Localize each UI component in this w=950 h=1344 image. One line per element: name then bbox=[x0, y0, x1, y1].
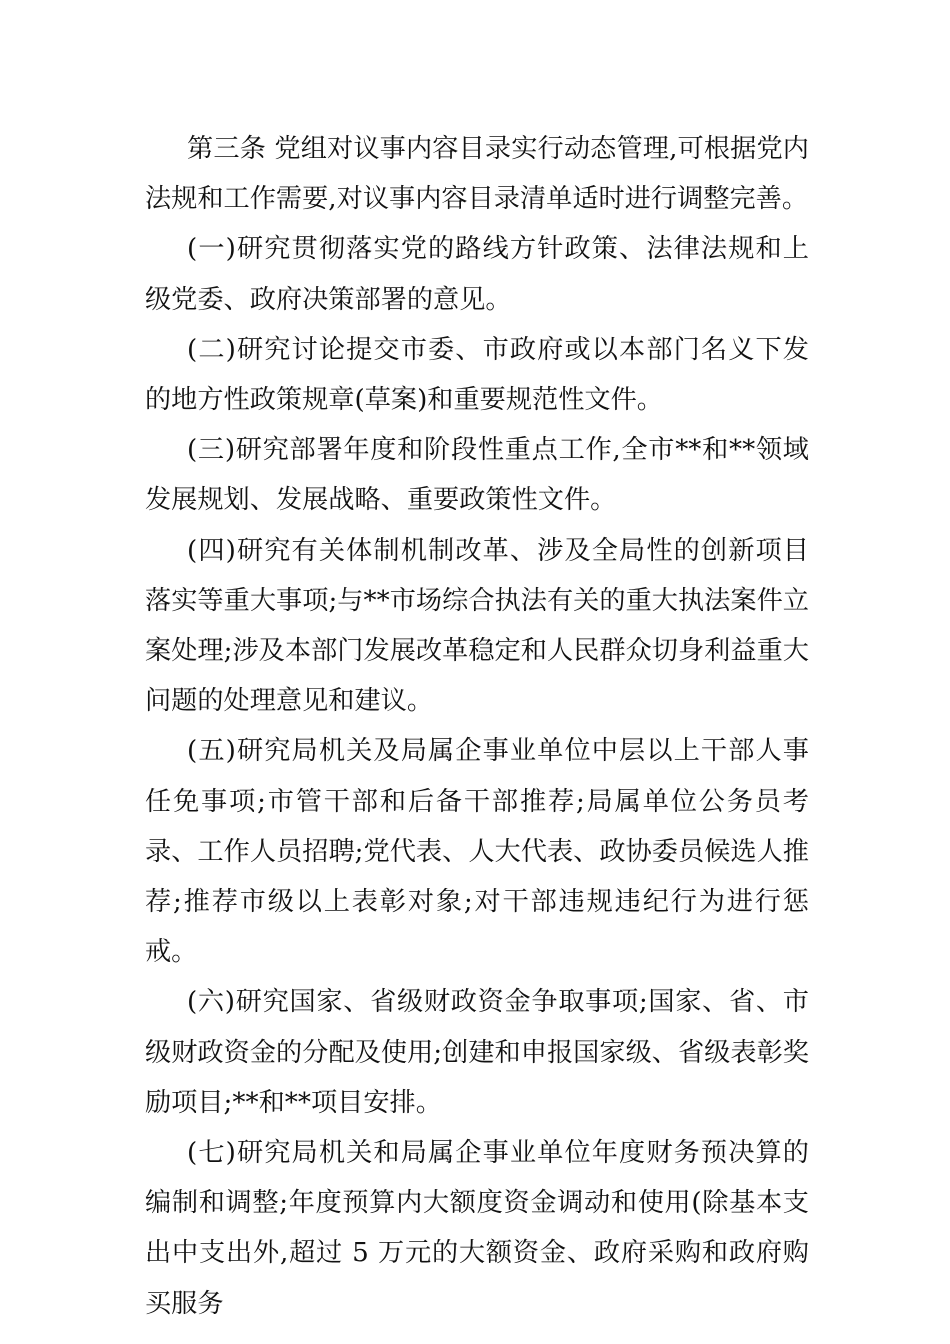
item-one-paragraph: (一)研究贯彻落实党的路线方针政策、法律法规和上级党委、政府决策部署的意见。 bbox=[145, 234, 809, 315]
item-three-paragraph: (三)研究部署年度和阶段性重点工作,全市**和**领域发展规划、发展战略、重要政策性文件。 bbox=[145, 435, 809, 516]
document-body bbox=[145, 124, 809, 1329]
item-five-paragraph: (五)研究局机关及局属企事业单位中层以上干部人事任免事项;市管干部和后备干部推荐;局属单位公务员考录、工作人员招聘;党代表、人大代表、政协委员候选人推荐;推荐市级以上表彰对象;对干部违规违纪行为进行惩戒。 bbox=[145, 736, 809, 968]
item-six-paragraph: (六)研究国家、省级财政资金争取事项;国家、省、市级财政资金的分配及使用;创建和申报国家级、省级表彰奖励项目;**和**项目安排。 bbox=[145, 987, 809, 1118]
item-four-paragraph: (四)研究有关体制机制改革、涉及全局性的创新项目落实等重大事项;与**市场综合执法有关的重大执法案件立案处理;涉及本部门发展改革稳定和人民群众切身利益重大问题的处理意见和建议。 bbox=[145, 535, 809, 717]
item-two-paragraph: (二)研究讨论提交市委、市政府或以本部门名义下发的地方性政策规章(草案)和重要规范性文件。 bbox=[145, 334, 809, 416]
article-three-paragraph: 第三条 党组对议事内容目录实行动态管理,可根据党内法规和工作需要,对议事内容目录清单适时进行调整完善。 bbox=[145, 134, 809, 215]
item-seven-paragraph: (七)研究局机关和局属企事业单位年度财务预决算的编制和调整;年度预算内大额度资金调动和使用(除基本支出中支出外,超过 5 万元的大额资金、政府采购和政府购买服务 bbox=[145, 1138, 809, 1319]
